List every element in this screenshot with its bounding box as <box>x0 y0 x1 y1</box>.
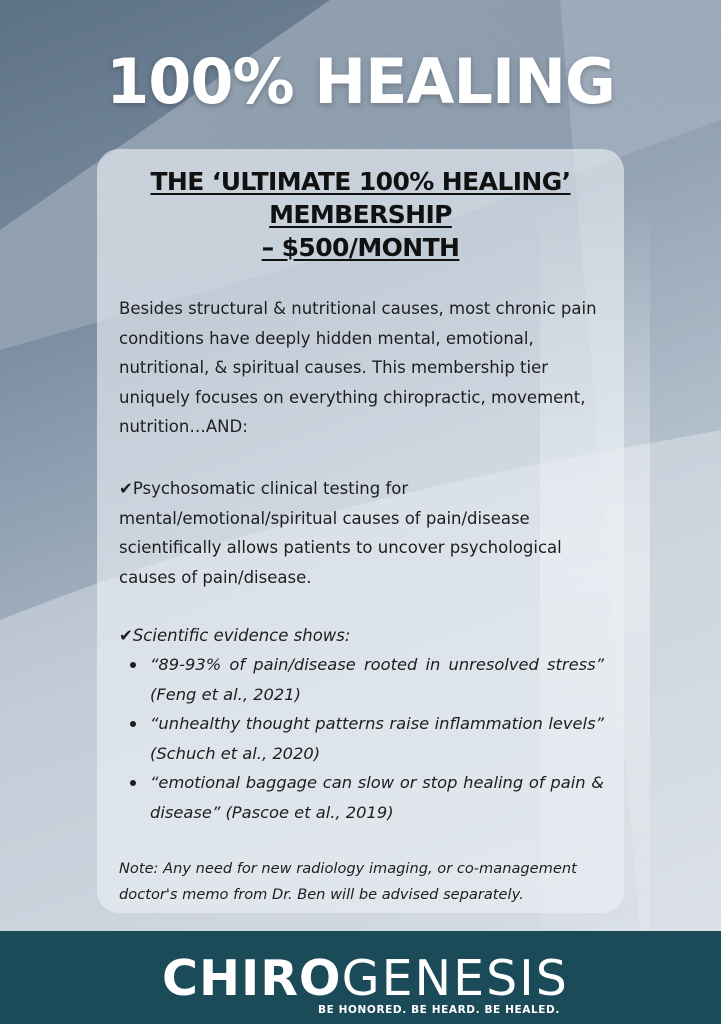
logo-bold-text: CHIRO <box>162 950 342 1007</box>
tagline: BE HONORED. BE HEARD. BE HEALED. <box>318 1004 560 1016</box>
intro-paragraph: Besides structural & nutritional causes, most chronic pain conditions have deeply hidden mental, emotional, nutritional, & spiritual causes. This membership tier uniquely focuses on everything chiropractic, movement, nutrition…AND: <box>119 299 597 437</box>
heading-line-2: MEMBERSHIP <box>269 200 452 229</box>
membership-heading <box>97 165 624 264</box>
point-text: Psychosomatic clinical testing for mental/emotional/spiritual causes of pain/disease scientifically allows patients to uncover psychological causes of pain/disease. <box>119 479 562 587</box>
check-icon: ✔ <box>119 479 133 498</box>
evidence-list <box>119 650 604 828</box>
membership-card <box>97 149 624 913</box>
page-title: 100% HEALING <box>106 45 615 118</box>
list-item: “unhealthy thought patterns raise inflammation levels” (Schuch et al., 2020) <box>119 709 604 768</box>
footnote: Note: Any need for new radiology imaging, or co-management doctor's memo from Dr. Ben will be advised separately. <box>119 860 577 903</box>
chirogenesis-logo <box>162 951 569 1007</box>
psychosomatic-testing-point <box>119 474 604 592</box>
list-item: “89-93% of pain/disease rooted in unresolved stress” (Feng et al., 2021) <box>119 650 604 709</box>
list-item: “emotional baggage can slow or stop healing of pain & disease” (Pascoe et al., 2019) <box>119 768 604 827</box>
evidence-label: Scientific evidence shows: <box>132 626 351 645</box>
heading-line-1: THE ‘ULTIMATE 100% HEALING’ <box>150 167 571 196</box>
footer-bar <box>0 931 721 1024</box>
check-icon: ✔ <box>119 626 133 645</box>
evidence-heading <box>119 621 604 651</box>
heading-line-3: – $500/MONTH <box>261 233 460 262</box>
logo-light-text: GENESIS <box>341 950 569 1007</box>
